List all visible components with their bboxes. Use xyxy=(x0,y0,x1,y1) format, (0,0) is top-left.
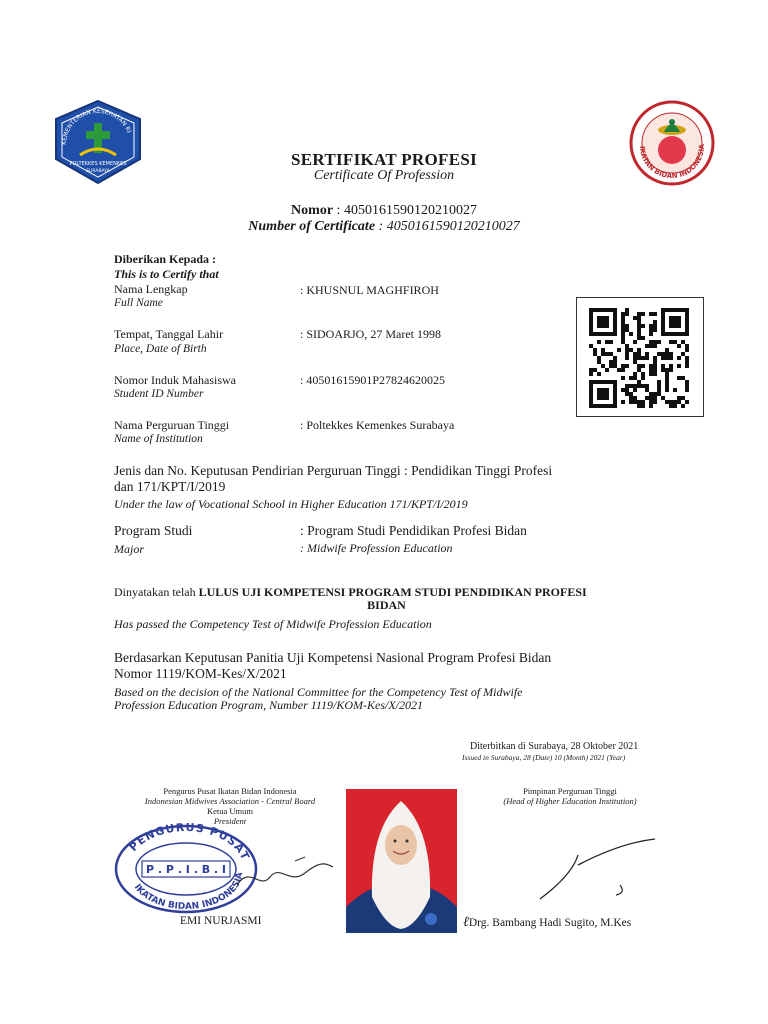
program-value: : Program Studi Pendidikan Profesi Bidan xyxy=(300,523,527,538)
decree-line-1: Jenis dan No. Keputusan Pendirian Perguruan Tinggi : Pendidikan Tinggi Profesi xyxy=(114,463,553,478)
nomor-value: 4050161590120210027 xyxy=(343,203,477,218)
basis-en-1: Based on the decision of the National Committee for the Competency Test of Midwife xyxy=(114,685,523,699)
right-signer-block xyxy=(470,786,670,806)
basis-line-1: Berdasarkan Keputusan Panitia Uji Kompetensi Nasional Program Profesi Bidan xyxy=(114,650,552,665)
passed-en: Has passed the Competency Test of Midwife Profession Education xyxy=(114,617,432,631)
issued-line: Diterbitkan di Surabaya, 28 Oktober 2021 xyxy=(470,741,639,752)
program-value-en: : Midwife Profession Education xyxy=(300,541,453,555)
basis-line-2: Nomor 1119/KOM-Kes/X/2021 xyxy=(114,666,287,681)
left-signature xyxy=(235,855,335,895)
left-signer-org: Pengurus Pusat Ikatan Bidan Indonesia xyxy=(163,786,297,796)
passed-prefix: Dinyatakan telah xyxy=(114,585,196,599)
recipient-photo xyxy=(346,789,457,933)
basis-en-2: Profession Education Program, Number 1119/KOM-Kes/X/2021 xyxy=(114,698,423,712)
decree-line-2: dan 171/KPT/I/2019 xyxy=(114,479,226,494)
field-label-name-en: Full Name xyxy=(114,297,163,309)
left-signer-org-en: Indonesian Midwives Association - Central Board xyxy=(144,796,316,806)
given-to: Diberikan Kepada : xyxy=(114,252,217,266)
field-value-name: : KHUSNUL MAGHFIROH xyxy=(300,283,439,297)
field-label-birth-en: Place, Date of Birth xyxy=(114,343,207,355)
nomor-label: Nomor xyxy=(291,203,334,218)
svg-text:IKATAN BIDAN INDONESIA: IKATAN BIDAN INDONESIA xyxy=(131,871,246,913)
field-label-institution-en: Name of Institution xyxy=(114,433,203,445)
field-label-student-id: Nomor Induk Mahasiswa xyxy=(114,373,236,387)
svg-text:IKATAN BIDAN INDONESIA: IKATAN BIDAN INDONESIA xyxy=(637,143,707,181)
field-label-student-id-en: Student ID Number xyxy=(114,388,204,400)
right-signer-role: Pimpinan Perguruan Tinggi xyxy=(523,786,617,796)
left-signer-role: Ketua Umum xyxy=(206,806,254,816)
program-label: Program Studi xyxy=(114,523,193,538)
certificate-number-en: Number of Certificate : 4050161590120210027 xyxy=(248,219,520,234)
svg-text:POLTEKKES KEMENKES: POLTEKKES KEMENKES xyxy=(69,161,127,167)
qr-code xyxy=(576,297,704,417)
certificate-subtitle: Certificate Of Profession xyxy=(313,168,455,183)
field-value-student-id: : 40501615901P27824620025 xyxy=(300,373,446,387)
passed-bold-1: LULUS UJI KOMPETENSI PROGRAM STUDI PENDIDIKAN PROFESI xyxy=(198,585,587,599)
program-label-en: Major xyxy=(114,542,144,556)
issued-en: Issued in Surabaya, 28 (Date) 10 (Month) 2021 (Year) xyxy=(462,753,626,762)
svg-text:PENGURUS PUSAT: PENGURUS PUSAT xyxy=(126,823,253,863)
svg-text:SURABAYA: SURABAYA xyxy=(86,169,110,174)
certificate-title: SERTIFIKAT PROFESI xyxy=(290,150,478,169)
field-label-name: Nama Lengkap xyxy=(114,282,188,296)
svg-text:KEMENTERIAN KESEHATAN RI: KEMENTERIAN KESEHATAN RI xyxy=(60,107,133,146)
right-signer-role-en: (Head of Higher Education Institution) xyxy=(503,796,637,806)
right-signer-name-text: Drg. Bambang Hadi Sugito, M.Kes xyxy=(468,917,632,929)
field-label-birth: Tempat, Tanggal Lahir xyxy=(114,327,224,341)
svg-text:P . P . I . B . I: P . P . I . B . I xyxy=(145,863,227,876)
passed-statement xyxy=(114,585,659,599)
field-value-birth: : SIDOARJO, 27 Maret 1998 xyxy=(300,327,441,341)
certify-that: This is to Certify that xyxy=(114,267,219,281)
number-value: 4050161590120210027 xyxy=(386,219,520,234)
left-signer-name: EMI NURJASMI xyxy=(180,915,262,927)
right-signature xyxy=(530,835,660,905)
decree-en: Under the law of Vocational School in Higher Education 171/KPT/I/2019 xyxy=(114,497,468,511)
number-label: Number of Certificate xyxy=(248,219,376,234)
right-signer-name: ℓDrg. Bambang Hadi Sugito, M.Kes xyxy=(463,915,632,930)
left-signer-role-en: President xyxy=(213,816,247,826)
left-signer-block xyxy=(120,786,340,826)
field-value-institution: : Poltekkes Kemenkes Surabaya xyxy=(300,418,455,432)
certificate-number: Nomor : 4050161590120210027 xyxy=(291,203,477,218)
field-label-institution: Nama Perguruan Tinggi xyxy=(114,418,230,432)
passed-bold-2: BIDAN xyxy=(367,598,406,612)
